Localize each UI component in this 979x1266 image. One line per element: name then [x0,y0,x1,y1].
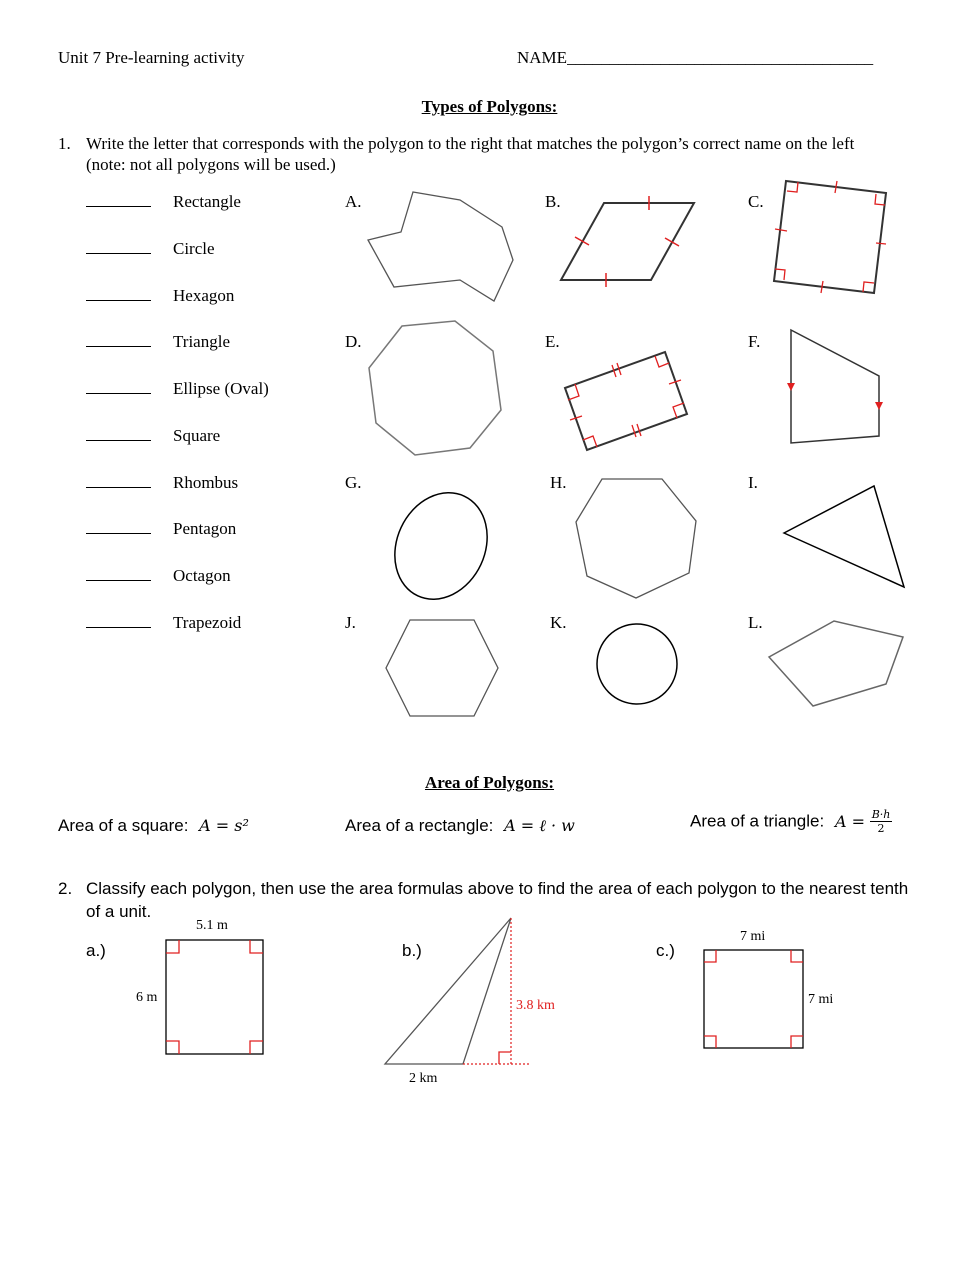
letter-c: C. [748,192,764,211]
polygon-name: Triangle [173,332,230,351]
q2-text-line2: of a unit. [86,902,152,921]
polygon-name: Circle [173,239,215,258]
c-side-dimension: 7 mi [808,992,834,1007]
letter-f: F. [748,332,761,351]
polygon-name: Square [173,426,221,445]
name-label: NAME [517,48,568,67]
letter-b: B. [545,192,561,211]
polygon-name: Rhombus [173,473,239,492]
square-formula-label: Area of a square: [58,816,189,835]
polygon-name: Trapezoid [173,613,242,632]
b-base-dimension: 2 km [409,1071,438,1086]
polygon-name: Ellipse (Oval) [173,379,269,398]
figure-a-rectangle [166,940,263,1054]
rectangle-formula-label: Area of a rectangle: [345,816,494,835]
q2-number: 2. [58,879,73,898]
letter-g: G. [345,473,362,492]
fraction-denominator: 2 [877,822,885,835]
polygon-name: Pentagon [173,519,237,538]
letter-a: A. [345,192,362,211]
c-top-dimension: 7 mi [740,929,766,944]
a-top-dimension: 5.1 m [196,918,228,933]
area-of-polygons-title: Area of Polygons: [424,773,555,792]
b-height-dimension: 3.8 km [516,998,555,1013]
letter-e: E. [545,332,560,351]
square-formula-expr: A = s² [199,816,249,835]
part-b-label: b.) [402,941,422,960]
part-c-label: c.) [656,941,675,960]
polygon-name: Rectangle [173,192,241,211]
fraction-numerator: B·h [871,808,891,821]
part-a-label: a.) [86,941,106,960]
name-line: ____________________________________ [567,48,874,67]
polygon-name: Hexagon [173,286,235,305]
types-of-polygons-title: Types of Polygons: [421,97,558,116]
a-side-dimension: 6 m [136,990,158,1005]
polygon-name: Octagon [173,566,231,585]
q1-number: 1. [58,134,71,153]
rectangle-formula-expr: A = ℓ · w [504,816,575,835]
q1-text-line2: (note: not all polygons will be used.) [86,155,336,174]
triangle-formula-label: Area of a triangle: [690,811,825,831]
letter-k: K. [550,613,567,632]
letter-d: D. [345,332,362,351]
figure-c-square [704,950,803,1048]
q1-text-line1: Write the letter that corresponds with the polygon to the right that matches the polygon’s correct name on the left [86,134,855,153]
letter-j: J. [345,613,356,632]
triangle-formula-lhs: A = [834,812,865,831]
letter-i: I. [748,473,758,492]
q2-text-line1: Classify each polygon, then use the area formulas above to find the area of each polygon to the nearest tenth [86,879,909,898]
letter-h: H. [550,473,567,492]
letter-l: L. [748,613,763,632]
header-title: Unit 7 Pre-learning activity [58,48,245,67]
figure-b-triangle [385,918,530,1064]
